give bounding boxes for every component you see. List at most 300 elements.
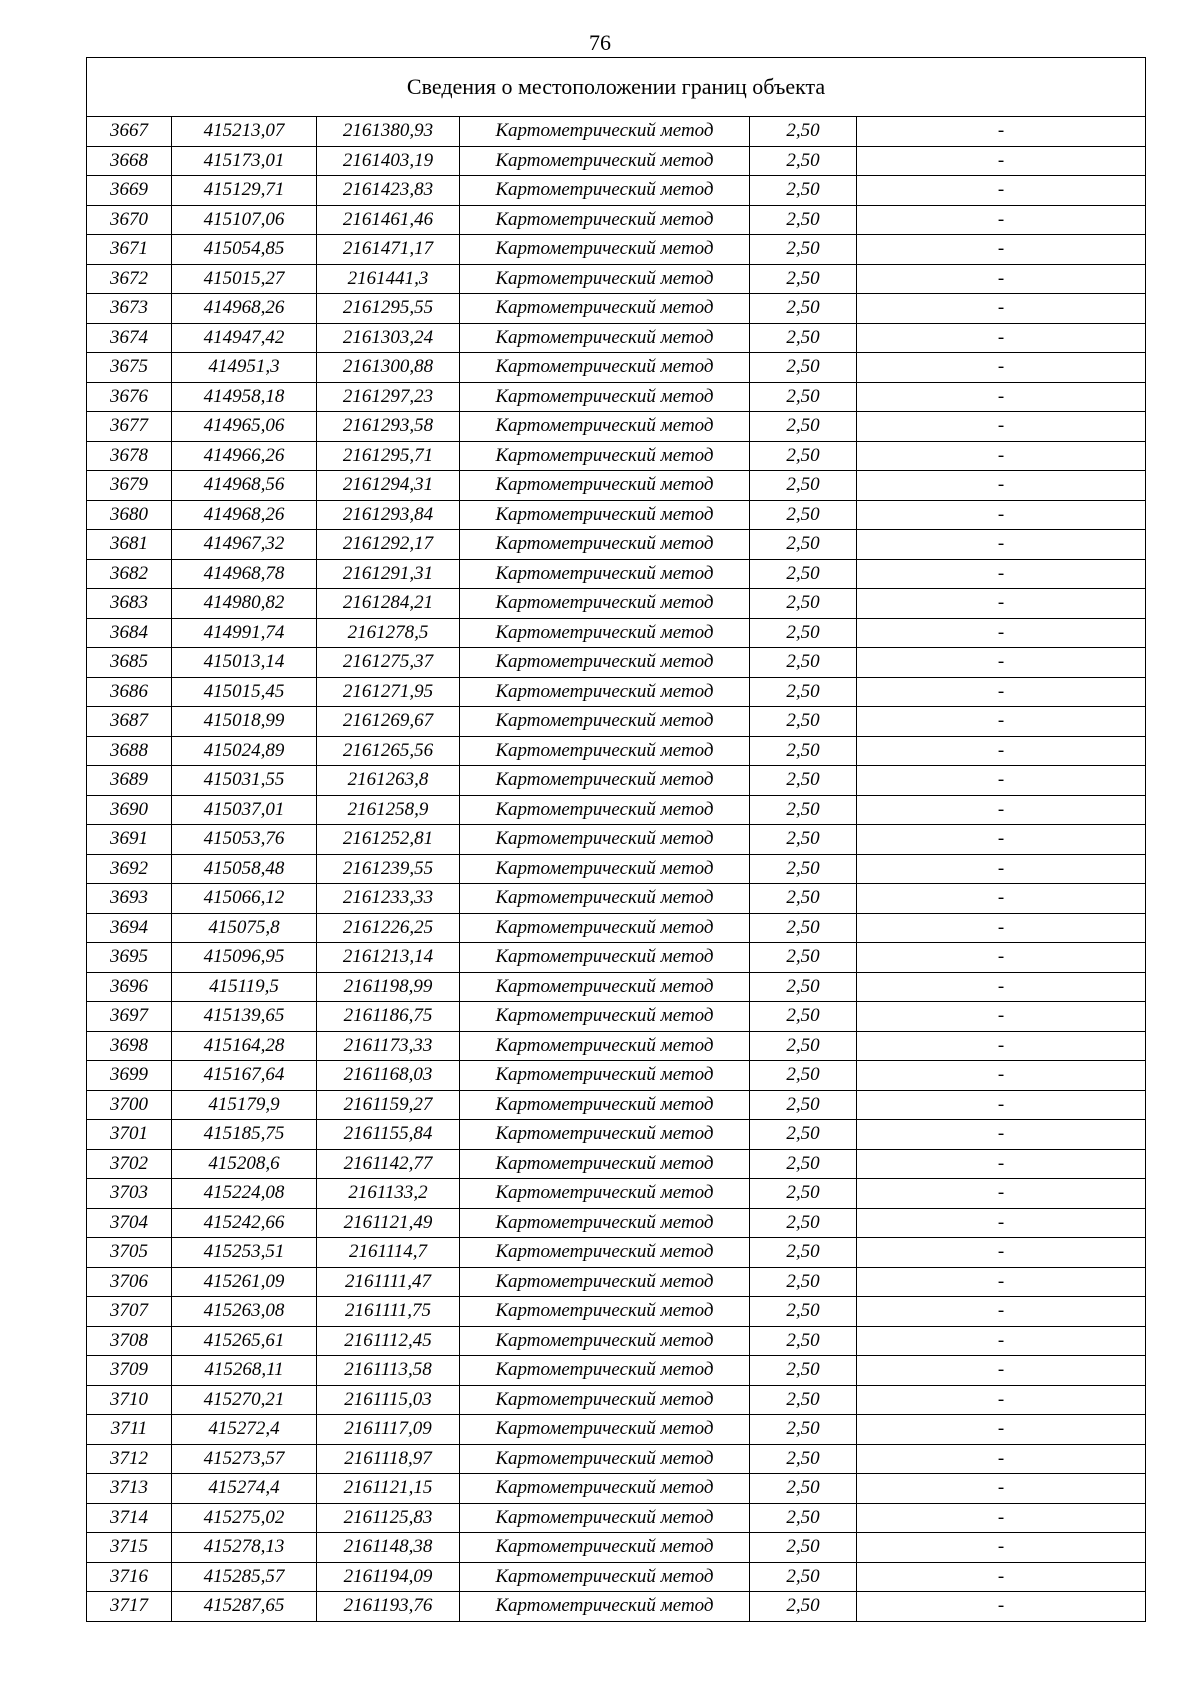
point-number-cell: 3705: [87, 1238, 172, 1268]
y-coordinate-cell: 2161303,24: [317, 323, 460, 353]
method-cell: Картометрический метод: [460, 884, 750, 914]
x-coordinate-cell: 415253,51: [172, 1238, 317, 1268]
method-cell: Картометрический метод: [460, 1444, 750, 1474]
method-cell: Картометрический метод: [460, 854, 750, 884]
description-cell: -: [857, 441, 1146, 471]
accuracy-cell: 2,50: [750, 913, 857, 943]
table-title-row: [87, 58, 1146, 117]
y-coordinate-cell: 2161168,03: [317, 1061, 460, 1091]
table-row: [87, 648, 1146, 678]
y-coordinate-cell: 2161111,75: [317, 1297, 460, 1327]
description-cell: -: [857, 618, 1146, 648]
point-number-cell: 3673: [87, 294, 172, 324]
y-coordinate-cell: 2161118,97: [317, 1444, 460, 1474]
method-cell: Картометрический метод: [460, 1356, 750, 1386]
description-cell: -: [857, 1444, 1146, 1474]
point-number-cell: 3717: [87, 1592, 172, 1622]
y-coordinate-cell: 2161198,99: [317, 972, 460, 1002]
method-cell: Картометрический метод: [460, 1533, 750, 1563]
table-row: [87, 382, 1146, 412]
description-cell: -: [857, 736, 1146, 766]
table-row: [87, 1592, 1146, 1622]
accuracy-cell: 2,50: [750, 1061, 857, 1091]
accuracy-cell: 2,50: [750, 1297, 857, 1327]
x-coordinate-cell: 415274,4: [172, 1474, 317, 1504]
y-coordinate-cell: 2161293,58: [317, 412, 460, 442]
x-coordinate-cell: 415013,14: [172, 648, 317, 678]
table-row: [87, 559, 1146, 589]
description-cell: -: [857, 353, 1146, 383]
point-number-cell: 3675: [87, 353, 172, 383]
accuracy-cell: 2,50: [750, 648, 857, 678]
description-cell: -: [857, 1002, 1146, 1032]
description-cell: -: [857, 1356, 1146, 1386]
y-coordinate-cell: 2161258,9: [317, 795, 460, 825]
point-number-cell: 3671: [87, 235, 172, 265]
y-coordinate-cell: 2161403,19: [317, 146, 460, 176]
point-number-cell: 3691: [87, 825, 172, 855]
description-cell: -: [857, 943, 1146, 973]
y-coordinate-cell: 2161284,21: [317, 589, 460, 619]
method-cell: Картометрический метод: [460, 1002, 750, 1032]
y-coordinate-cell: 2161113,58: [317, 1356, 460, 1386]
x-coordinate-cell: 415015,45: [172, 677, 317, 707]
point-number-cell: 3712: [87, 1444, 172, 1474]
accuracy-cell: 2,50: [750, 884, 857, 914]
method-cell: Картометрический метод: [460, 146, 750, 176]
point-number-cell: 3685: [87, 648, 172, 678]
description-cell: -: [857, 1120, 1146, 1150]
method-cell: Картометрический метод: [460, 618, 750, 648]
table-row: [87, 1503, 1146, 1533]
description-cell: -: [857, 1385, 1146, 1415]
table-row: [87, 707, 1146, 737]
description-cell: -: [857, 1061, 1146, 1091]
method-cell: Картометрический метод: [460, 412, 750, 442]
accuracy-cell: 2,50: [750, 1208, 857, 1238]
accuracy-cell: 2,50: [750, 1385, 857, 1415]
x-coordinate-cell: 415208,6: [172, 1149, 317, 1179]
x-coordinate-cell: 414991,74: [172, 618, 317, 648]
point-number-cell: 3676: [87, 382, 172, 412]
accuracy-cell: 2,50: [750, 766, 857, 796]
method-cell: Картометрический метод: [460, 1415, 750, 1445]
description-cell: -: [857, 1031, 1146, 1061]
table-row: [87, 323, 1146, 353]
table-row: [87, 500, 1146, 530]
method-cell: Картометрический метод: [460, 441, 750, 471]
point-number-cell: 3681: [87, 530, 172, 560]
point-number-cell: 3670: [87, 205, 172, 235]
method-cell: Картометрический метод: [460, 264, 750, 294]
table-row: [87, 530, 1146, 560]
accuracy-cell: 2,50: [750, 530, 857, 560]
method-cell: Картометрический метод: [460, 235, 750, 265]
method-cell: Картометрический метод: [460, 1208, 750, 1238]
accuracy-cell: 2,50: [750, 264, 857, 294]
method-cell: Картометрический метод: [460, 1474, 750, 1504]
table-row: [87, 1415, 1146, 1445]
method-cell: Картометрический метод: [460, 1179, 750, 1209]
accuracy-cell: 2,50: [750, 1415, 857, 1445]
method-cell: Картометрический метод: [460, 1238, 750, 1268]
description-cell: -: [857, 500, 1146, 530]
description-cell: -: [857, 264, 1146, 294]
method-cell: Картометрический метод: [460, 589, 750, 619]
point-number-cell: 3672: [87, 264, 172, 294]
description-cell: -: [857, 1149, 1146, 1179]
point-number-cell: 3716: [87, 1562, 172, 1592]
table-row: [87, 1533, 1146, 1563]
description-cell: -: [857, 530, 1146, 560]
accuracy-cell: 2,50: [750, 589, 857, 619]
description-cell: -: [857, 1592, 1146, 1622]
point-number-cell: 3700: [87, 1090, 172, 1120]
boundary-coordinates-table: [86, 57, 1146, 1622]
point-number-cell: 3679: [87, 471, 172, 501]
x-coordinate-cell: 414968,78: [172, 559, 317, 589]
accuracy-cell: 2,50: [750, 500, 857, 530]
point-number-cell: 3686: [87, 677, 172, 707]
method-cell: Картометрический метод: [460, 530, 750, 560]
y-coordinate-cell: 2161193,76: [317, 1592, 460, 1622]
accuracy-cell: 2,50: [750, 972, 857, 1002]
y-coordinate-cell: 2161111,47: [317, 1267, 460, 1297]
method-cell: Картометрический метод: [460, 677, 750, 707]
point-number-cell: 3697: [87, 1002, 172, 1032]
table-row: [87, 943, 1146, 973]
point-number-cell: 3701: [87, 1120, 172, 1150]
x-coordinate-cell: 415179,9: [172, 1090, 317, 1120]
x-coordinate-cell: 415173,01: [172, 146, 317, 176]
description-cell: -: [857, 117, 1146, 147]
accuracy-cell: 2,50: [750, 353, 857, 383]
accuracy-cell: 2,50: [750, 1238, 857, 1268]
method-cell: Картометрический метод: [460, 205, 750, 235]
x-coordinate-cell: 415139,65: [172, 1002, 317, 1032]
y-coordinate-cell: 2161263,8: [317, 766, 460, 796]
description-cell: -: [857, 412, 1146, 442]
x-coordinate-cell: 415054,85: [172, 235, 317, 265]
x-coordinate-cell: 414965,06: [172, 412, 317, 442]
accuracy-cell: 2,50: [750, 1090, 857, 1120]
table-row: [87, 913, 1146, 943]
description-cell: -: [857, 795, 1146, 825]
point-number-cell: 3689: [87, 766, 172, 796]
description-cell: -: [857, 1562, 1146, 1592]
table-row: [87, 825, 1146, 855]
x-coordinate-cell: 415224,08: [172, 1179, 317, 1209]
table-row: [87, 1208, 1146, 1238]
accuracy-cell: 2,50: [750, 294, 857, 324]
y-coordinate-cell: 2161278,5: [317, 618, 460, 648]
point-number-cell: 3692: [87, 854, 172, 884]
table-body: [87, 117, 1146, 1622]
table-row: [87, 1149, 1146, 1179]
method-cell: Картометрический метод: [460, 766, 750, 796]
accuracy-cell: 2,50: [750, 677, 857, 707]
method-cell: Картометрический метод: [460, 795, 750, 825]
point-number-cell: 3667: [87, 117, 172, 147]
method-cell: Картометрический метод: [460, 1562, 750, 1592]
accuracy-cell: 2,50: [750, 382, 857, 412]
point-number-cell: 3711: [87, 1415, 172, 1445]
y-coordinate-cell: 2161423,83: [317, 176, 460, 206]
accuracy-cell: 2,50: [750, 1562, 857, 1592]
method-cell: Картометрический метод: [460, 1120, 750, 1150]
table-row: [87, 1031, 1146, 1061]
description-cell: -: [857, 382, 1146, 412]
description-cell: -: [857, 294, 1146, 324]
y-coordinate-cell: 2161265,56: [317, 736, 460, 766]
x-coordinate-cell: 415268,11: [172, 1356, 317, 1386]
point-number-cell: 3699: [87, 1061, 172, 1091]
description-cell: -: [857, 913, 1146, 943]
table-row: [87, 1179, 1146, 1209]
x-coordinate-cell: 415164,28: [172, 1031, 317, 1061]
y-coordinate-cell: 2161213,14: [317, 943, 460, 973]
x-coordinate-cell: 415270,21: [172, 1385, 317, 1415]
table-row: [87, 176, 1146, 206]
y-coordinate-cell: 2161294,31: [317, 471, 460, 501]
accuracy-cell: 2,50: [750, 1356, 857, 1386]
point-number-cell: 3713: [87, 1474, 172, 1504]
description-cell: -: [857, 825, 1146, 855]
accuracy-cell: 2,50: [750, 1326, 857, 1356]
accuracy-cell: 2,50: [750, 736, 857, 766]
table-row: [87, 795, 1146, 825]
y-coordinate-cell: 2161121,49: [317, 1208, 460, 1238]
point-number-cell: 3693: [87, 884, 172, 914]
y-coordinate-cell: 2161461,46: [317, 205, 460, 235]
point-number-cell: 3669: [87, 176, 172, 206]
x-coordinate-cell: 415037,01: [172, 795, 317, 825]
table-row: [87, 471, 1146, 501]
x-coordinate-cell: 415024,89: [172, 736, 317, 766]
accuracy-cell: 2,50: [750, 618, 857, 648]
accuracy-cell: 2,50: [750, 825, 857, 855]
y-coordinate-cell: 2161271,95: [317, 677, 460, 707]
y-coordinate-cell: 2161295,55: [317, 294, 460, 324]
x-coordinate-cell: 414958,18: [172, 382, 317, 412]
method-cell: Картометрический метод: [460, 471, 750, 501]
description-cell: -: [857, 854, 1146, 884]
point-number-cell: 3707: [87, 1297, 172, 1327]
y-coordinate-cell: 2161159,27: [317, 1090, 460, 1120]
table-row: [87, 736, 1146, 766]
x-coordinate-cell: 415129,71: [172, 176, 317, 206]
x-coordinate-cell: 415075,8: [172, 913, 317, 943]
description-cell: -: [857, 205, 1146, 235]
accuracy-cell: 2,50: [750, 205, 857, 235]
description-cell: -: [857, 884, 1146, 914]
description-cell: -: [857, 1297, 1146, 1327]
y-coordinate-cell: 2161269,67: [317, 707, 460, 737]
y-coordinate-cell: 2161121,15: [317, 1474, 460, 1504]
y-coordinate-cell: 2161114,7: [317, 1238, 460, 1268]
x-coordinate-cell: 414947,42: [172, 323, 317, 353]
x-coordinate-cell: 415066,12: [172, 884, 317, 914]
y-coordinate-cell: 2161295,71: [317, 441, 460, 471]
x-coordinate-cell: 415018,99: [172, 707, 317, 737]
method-cell: Картометрический метод: [460, 294, 750, 324]
table-row: [87, 1061, 1146, 1091]
table-row: [87, 235, 1146, 265]
table-row: [87, 677, 1146, 707]
description-cell: -: [857, 1208, 1146, 1238]
y-coordinate-cell: 2161291,31: [317, 559, 460, 589]
accuracy-cell: 2,50: [750, 146, 857, 176]
description-cell: -: [857, 1533, 1146, 1563]
point-number-cell: 3695: [87, 943, 172, 973]
table-row: [87, 1562, 1146, 1592]
point-number-cell: 3688: [87, 736, 172, 766]
method-cell: Картометрический метод: [460, 1326, 750, 1356]
x-coordinate-cell: 415285,57: [172, 1562, 317, 1592]
point-number-cell: 3696: [87, 972, 172, 1002]
point-number-cell: 3684: [87, 618, 172, 648]
description-cell: -: [857, 766, 1146, 796]
x-coordinate-cell: 415275,02: [172, 1503, 317, 1533]
method-cell: Картометрический метод: [460, 559, 750, 589]
description-cell: -: [857, 707, 1146, 737]
table-row: [87, 294, 1146, 324]
point-number-cell: 3690: [87, 795, 172, 825]
description-cell: -: [857, 1238, 1146, 1268]
point-number-cell: 3680: [87, 500, 172, 530]
y-coordinate-cell: 2161148,38: [317, 1533, 460, 1563]
y-coordinate-cell: 2161226,25: [317, 913, 460, 943]
description-cell: -: [857, 1415, 1146, 1445]
method-cell: Картометрический метод: [460, 323, 750, 353]
y-coordinate-cell: 2161292,17: [317, 530, 460, 560]
accuracy-cell: 2,50: [750, 1031, 857, 1061]
point-number-cell: 3683: [87, 589, 172, 619]
x-coordinate-cell: 414968,26: [172, 294, 317, 324]
y-coordinate-cell: 2161233,33: [317, 884, 460, 914]
method-cell: Картометрический метод: [460, 1297, 750, 1327]
table-row: [87, 854, 1146, 884]
accuracy-cell: 2,50: [750, 1120, 857, 1150]
y-coordinate-cell: 2161142,77: [317, 1149, 460, 1179]
y-coordinate-cell: 2161173,33: [317, 1031, 460, 1061]
y-coordinate-cell: 2161186,75: [317, 1002, 460, 1032]
method-cell: Картометрический метод: [460, 648, 750, 678]
description-cell: -: [857, 146, 1146, 176]
y-coordinate-cell: 2161133,2: [317, 1179, 460, 1209]
point-number-cell: 3677: [87, 412, 172, 442]
description-cell: -: [857, 1503, 1146, 1533]
point-number-cell: 3682: [87, 559, 172, 589]
point-number-cell: 3706: [87, 1267, 172, 1297]
accuracy-cell: 2,50: [750, 412, 857, 442]
description-cell: -: [857, 972, 1146, 1002]
x-coordinate-cell: 415265,61: [172, 1326, 317, 1356]
accuracy-cell: 2,50: [750, 1179, 857, 1209]
table-row: [87, 1267, 1146, 1297]
method-cell: Картометрический метод: [460, 1090, 750, 1120]
method-cell: Картометрический метод: [460, 1061, 750, 1091]
y-coordinate-cell: 2161194,09: [317, 1562, 460, 1592]
table-row: [87, 1238, 1146, 1268]
y-coordinate-cell: 2161115,03: [317, 1385, 460, 1415]
table-row: [87, 1356, 1146, 1386]
accuracy-cell: 2,50: [750, 795, 857, 825]
description-cell: -: [857, 677, 1146, 707]
method-cell: Картометрический метод: [460, 1503, 750, 1533]
table-row: [87, 972, 1146, 1002]
point-number-cell: 3678: [87, 441, 172, 471]
x-coordinate-cell: 414951,3: [172, 353, 317, 383]
x-coordinate-cell: 414966,26: [172, 441, 317, 471]
point-number-cell: 3668: [87, 146, 172, 176]
table-row: [87, 441, 1146, 471]
table-row: [87, 146, 1146, 176]
method-cell: Картометрический метод: [460, 1385, 750, 1415]
description-cell: -: [857, 1326, 1146, 1356]
method-cell: Картометрический метод: [460, 1592, 750, 1622]
y-coordinate-cell: 2161117,09: [317, 1415, 460, 1445]
method-cell: Картометрический метод: [460, 825, 750, 855]
table-row: [87, 618, 1146, 648]
x-coordinate-cell: 415167,64: [172, 1061, 317, 1091]
method-cell: Картометрический метод: [460, 382, 750, 412]
y-coordinate-cell: 2161441,3: [317, 264, 460, 294]
x-coordinate-cell: 415213,07: [172, 117, 317, 147]
accuracy-cell: 2,50: [750, 1267, 857, 1297]
accuracy-cell: 2,50: [750, 235, 857, 265]
x-coordinate-cell: 414967,32: [172, 530, 317, 560]
x-coordinate-cell: 415058,48: [172, 854, 317, 884]
x-coordinate-cell: 414980,82: [172, 589, 317, 619]
x-coordinate-cell: 415272,4: [172, 1415, 317, 1445]
y-coordinate-cell: 2161471,17: [317, 235, 460, 265]
accuracy-cell: 2,50: [750, 1474, 857, 1504]
description-cell: -: [857, 176, 1146, 206]
boundary-table-container: [86, 57, 1145, 1622]
point-number-cell: 3674: [87, 323, 172, 353]
point-number-cell: 3710: [87, 1385, 172, 1415]
method-cell: Картометрический метод: [460, 176, 750, 206]
y-coordinate-cell: 2161125,83: [317, 1503, 460, 1533]
table-row: [87, 1002, 1146, 1032]
y-coordinate-cell: 2161297,23: [317, 382, 460, 412]
method-cell: Картометрический метод: [460, 707, 750, 737]
y-coordinate-cell: 2161300,88: [317, 353, 460, 383]
table-row: [87, 1326, 1146, 1356]
description-cell: -: [857, 1267, 1146, 1297]
table-row: [87, 205, 1146, 235]
description-cell: -: [857, 323, 1146, 353]
accuracy-cell: 2,50: [750, 323, 857, 353]
method-cell: Картометрический метод: [460, 500, 750, 530]
table-row: [87, 1444, 1146, 1474]
description-cell: -: [857, 559, 1146, 589]
x-coordinate-cell: 415031,55: [172, 766, 317, 796]
table-row: [87, 1297, 1146, 1327]
point-number-cell: 3704: [87, 1208, 172, 1238]
description-cell: -: [857, 589, 1146, 619]
y-coordinate-cell: 2161380,93: [317, 117, 460, 147]
method-cell: Картометрический метод: [460, 972, 750, 1002]
x-coordinate-cell: 415053,76: [172, 825, 317, 855]
x-coordinate-cell: 415273,57: [172, 1444, 317, 1474]
point-number-cell: 3714: [87, 1503, 172, 1533]
point-number-cell: 3687: [87, 707, 172, 737]
x-coordinate-cell: 414968,56: [172, 471, 317, 501]
y-coordinate-cell: 2161252,81: [317, 825, 460, 855]
y-coordinate-cell: 2161293,84: [317, 500, 460, 530]
